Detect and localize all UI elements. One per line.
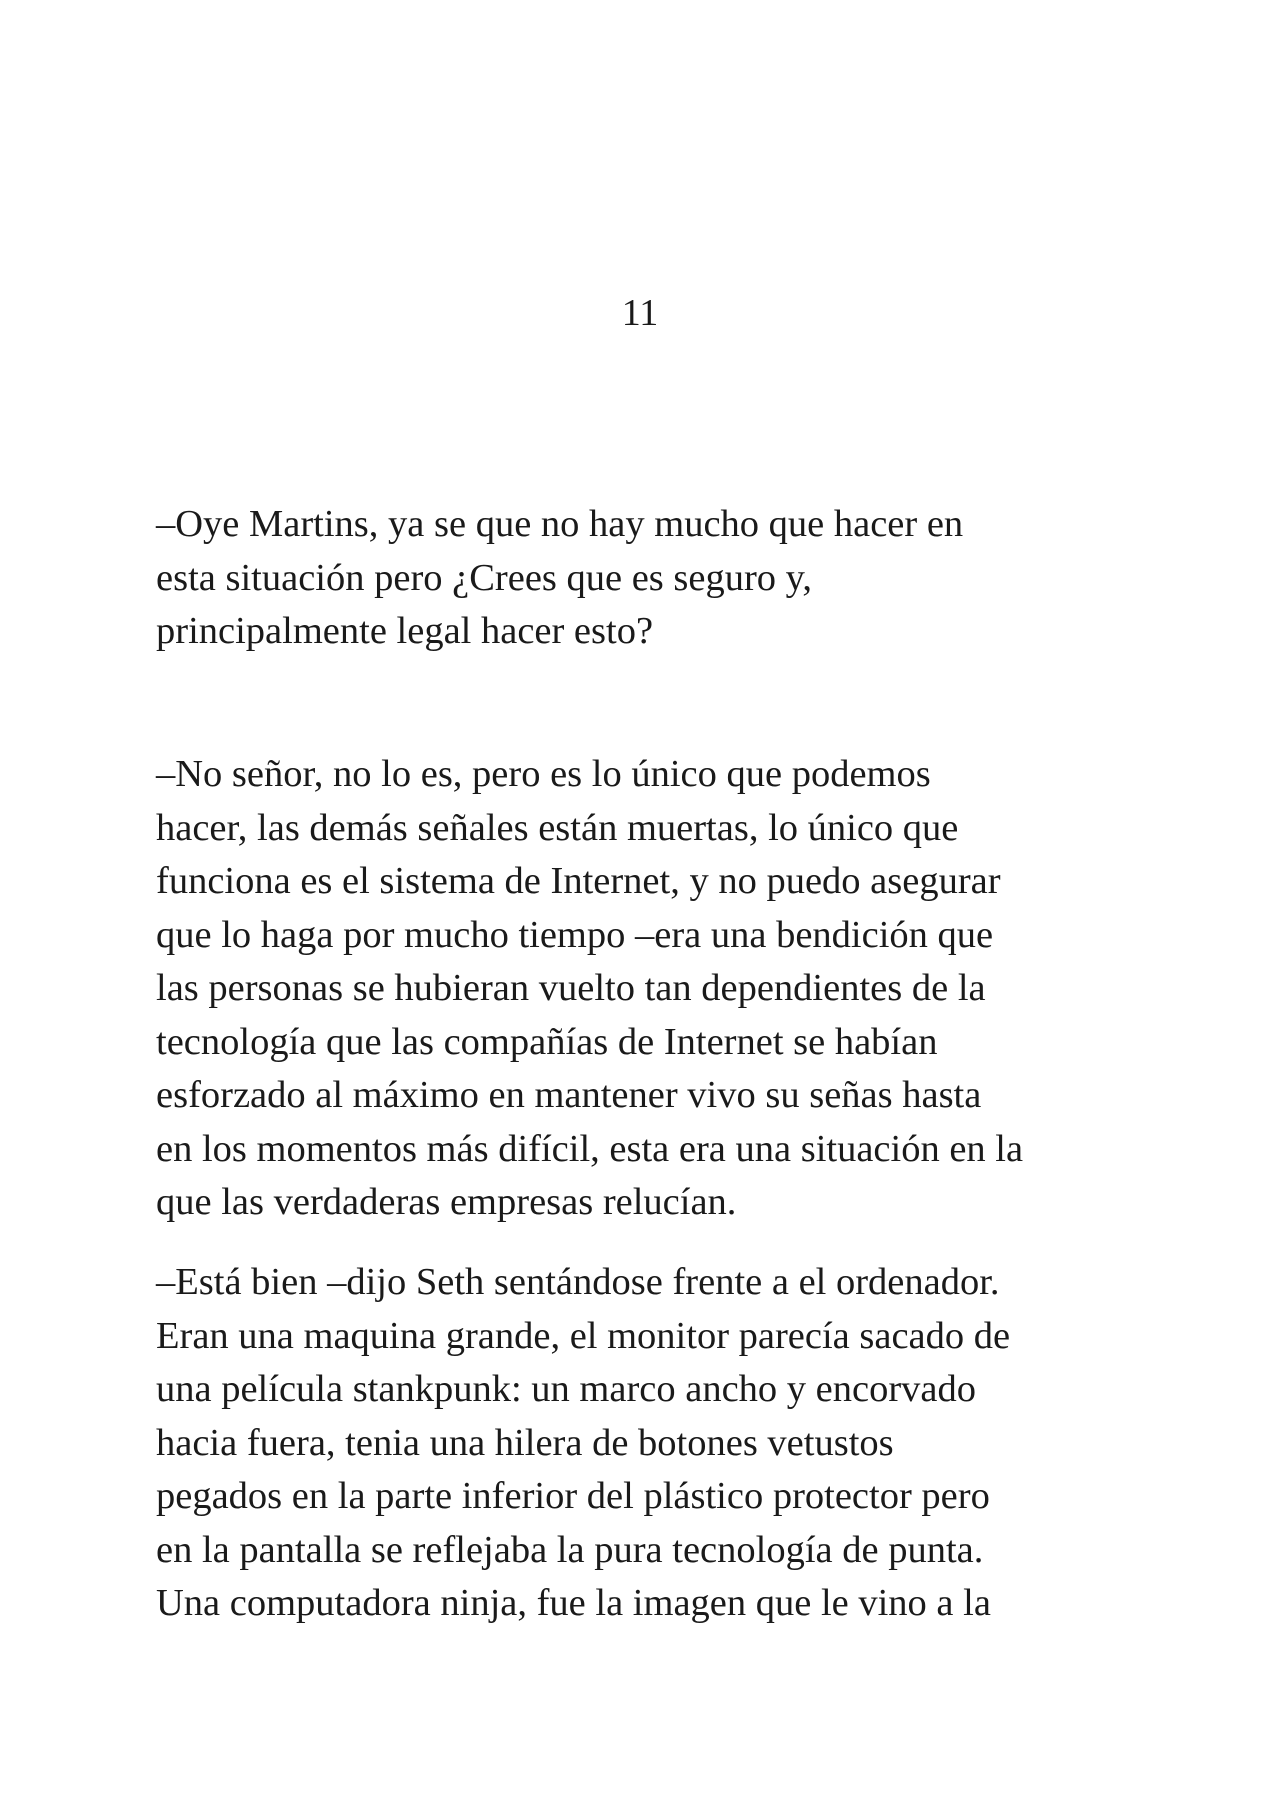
text-line: –Oye Martins, ya se que no hay mucho que hacer en: [156, 503, 964, 545]
text-line: tecnología que las compañías de Internet se habían: [156, 1020, 938, 1063]
text-line: esforzado al máximo en mantener vivo su señas hasta: [156, 1074, 982, 1116]
text-line: esta situación pero ¿Crees que es seguro y,: [156, 556, 813, 599]
text-line: hacia fuera, tenia una hilera de botones vetustos: [156, 1421, 894, 1464]
text-line: –No señor, no lo es, pero es lo único que podemos: [156, 753, 931, 795]
text-line: –Está bien –dijo Seth sentándose frente a el ordenador.: [156, 1261, 1000, 1303]
text-line: las personas se hubieran vuelto tan dependientes de la: [156, 967, 986, 1009]
paragraph: [156, 498, 1156, 659]
paragraph: [156, 1256, 1156, 1631]
text-line: principalmente legal hacer esto?: [156, 610, 654, 652]
text-line: que lo haga por mucho tiempo –era una bendición que: [156, 913, 994, 956]
text-line: en los momentos más difícil, esta era una situación en la: [156, 1127, 1024, 1170]
text-line: funciona es el sistema de Internet, y no puedo asegurar: [156, 860, 1001, 902]
text-line: una película stankpunk: un marco ancho y encorvado: [156, 1368, 976, 1410]
text-line: Eran una maquina grande, el monitor parecía sacado de: [156, 1314, 1011, 1357]
text-line: Una computadora ninja, fue la imagen que le vino a la: [156, 1582, 991, 1624]
text-line: que las verdaderas empresas relucían.: [156, 1181, 737, 1223]
text-line: en la pantalla se reflejaba la pura tecnología de punta.: [156, 1528, 984, 1571]
text-line: pegados en la parte inferior del plástico protector pero: [156, 1475, 990, 1517]
text-line: hacer, las demás señales están muertas, lo único que: [156, 806, 959, 849]
chapter-number: 11: [621, 292, 659, 334]
paragraph: [156, 748, 1156, 1230]
